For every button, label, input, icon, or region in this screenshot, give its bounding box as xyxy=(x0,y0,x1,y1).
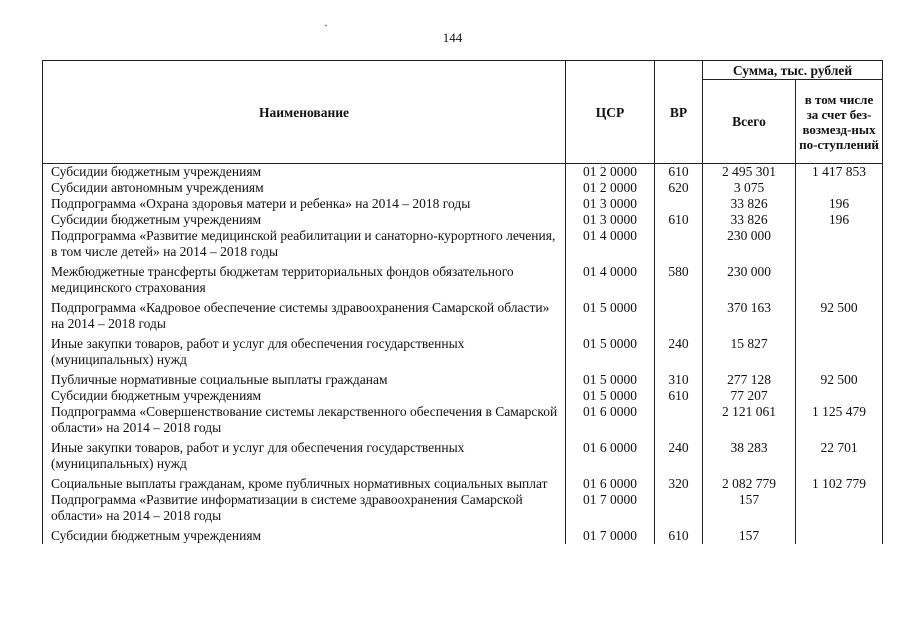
row-csr: 01 6 0000 xyxy=(566,440,655,476)
row-csr: 01 3 0000 xyxy=(566,196,655,212)
row-csr: 01 5 0000 xyxy=(566,372,655,388)
stray-mark: ` xyxy=(324,22,328,36)
row-name: Подпрограмма «Совершенствование системы лекарственного обеспечения в Самарской области» на 2014 – 2018 годы xyxy=(43,404,566,440)
row-name: Иные закупки товаров, работ и услуг для обеспечения государственных (муниципальных) нужд xyxy=(43,440,566,476)
row-csr: 01 7 0000 xyxy=(566,528,655,544)
row-incl xyxy=(796,528,883,544)
row-vr: 240 xyxy=(655,440,703,476)
row-vr xyxy=(655,228,703,264)
row-incl xyxy=(796,388,883,404)
row-name: Подпрограмма «Развитие информатизации в системе здравоохранения Самарской области» на 2014 – 2018 годы xyxy=(43,492,566,528)
row-name: Субсидии бюджетным учреждениям xyxy=(43,164,566,181)
row-incl: 1 417 853 xyxy=(796,164,883,181)
row-total: 230 000 xyxy=(703,228,796,264)
row-name: Субсидии автономным учреждениям xyxy=(43,180,566,196)
row-name: Межбюджетные трансферты бюджетам территориальных фондов обязательного медицинского страхования xyxy=(43,264,566,300)
row-vr: 580 xyxy=(655,264,703,300)
row-vr: 610 xyxy=(655,388,703,404)
row-total: 230 000 xyxy=(703,264,796,300)
row-vr xyxy=(655,300,703,336)
row-total: 157 xyxy=(703,528,796,544)
table-row xyxy=(43,212,883,228)
header-incl: в том числе за счет без-возмезд-ных по-ступлений xyxy=(796,80,883,164)
row-incl: 22 701 xyxy=(796,440,883,476)
row-name: Подпрограмма «Охрана здоровья матери и ребенка» на 2014 – 2018 годы xyxy=(43,196,566,212)
row-total: 2 495 301 xyxy=(703,164,796,181)
table-row xyxy=(43,372,883,388)
row-csr: 01 3 0000 xyxy=(566,212,655,228)
row-incl: 1 125 479 xyxy=(796,404,883,440)
row-total: 38 283 xyxy=(703,440,796,476)
table-row xyxy=(43,300,883,336)
row-name: Иные закупки товаров, работ и услуг для обеспечения государственных (муниципальных) нужд xyxy=(43,336,566,372)
row-incl: 196 xyxy=(796,212,883,228)
row-vr: 320 xyxy=(655,476,703,492)
row-name: Субсидии бюджетным учреждениям xyxy=(43,212,566,228)
row-csr: 01 2 0000 xyxy=(566,164,655,181)
row-csr: 01 5 0000 xyxy=(566,300,655,336)
row-name: Социальные выплаты гражданам, кроме публичных нормативных социальных выплат xyxy=(43,476,566,492)
table-row xyxy=(43,388,883,404)
row-csr: 01 7 0000 xyxy=(566,492,655,528)
row-total: 370 163 xyxy=(703,300,796,336)
row-total: 77 207 xyxy=(703,388,796,404)
row-vr: 620 xyxy=(655,180,703,196)
row-vr: 610 xyxy=(655,212,703,228)
table-row xyxy=(43,264,883,300)
row-vr: 310 xyxy=(655,372,703,388)
header-sum: Сумма, тыс. рублей xyxy=(703,61,883,80)
row-name: Субсидии бюджетным учреждениям xyxy=(43,528,566,544)
header-name: Наименование xyxy=(43,61,566,164)
row-incl xyxy=(796,228,883,264)
row-incl: 92 500 xyxy=(796,372,883,388)
row-total: 157 xyxy=(703,492,796,528)
table-row xyxy=(43,228,883,264)
page-number: 144 xyxy=(442,30,463,45)
row-name: Публичные нормативные социальные выплаты гражданам xyxy=(43,372,566,388)
row-total: 2 082 779 xyxy=(703,476,796,492)
row-csr: 01 6 0000 xyxy=(566,476,655,492)
row-vr: 240 xyxy=(655,336,703,372)
header-total: Всего xyxy=(703,80,796,164)
table-row xyxy=(43,492,883,528)
row-csr: 01 4 0000 xyxy=(566,264,655,300)
row-name: Подпрограмма «Развитие медицинской реабилитации и санаторно-курортного лечения, в том числе детей» на 2014 – 2018 годы xyxy=(43,228,566,264)
row-vr: 610 xyxy=(655,528,703,544)
row-vr xyxy=(655,196,703,212)
row-total: 277 128 xyxy=(703,372,796,388)
row-incl xyxy=(796,492,883,528)
row-incl: 92 500 xyxy=(796,300,883,336)
row-incl: 196 xyxy=(796,196,883,212)
row-incl xyxy=(796,180,883,196)
row-csr: 01 2 0000 xyxy=(566,180,655,196)
row-vr xyxy=(655,492,703,528)
table-body xyxy=(43,164,883,545)
row-name: Подпрограмма «Кадровое обеспечение системы здравоохранения Самарской области» на 2014 – 2018 годы xyxy=(43,300,566,336)
row-csr: 01 6 0000 xyxy=(566,404,655,440)
row-total: 2 121 061 xyxy=(703,404,796,440)
table-row xyxy=(43,164,883,181)
row-total: 33 826 xyxy=(703,212,796,228)
row-incl xyxy=(796,264,883,300)
table-row xyxy=(43,180,883,196)
row-vr: 610 xyxy=(655,164,703,181)
table-row xyxy=(43,404,883,440)
row-total: 3 075 xyxy=(703,180,796,196)
table-row xyxy=(43,336,883,372)
row-csr: 01 4 0000 xyxy=(566,228,655,264)
table-row xyxy=(43,440,883,476)
row-total: 15 827 xyxy=(703,336,796,372)
row-vr xyxy=(655,404,703,440)
header-vr: ВР xyxy=(655,61,703,164)
row-incl: 1 102 779 xyxy=(796,476,883,492)
row-name: Субсидии бюджетным учреждениям xyxy=(43,388,566,404)
row-incl xyxy=(796,336,883,372)
table-row xyxy=(43,528,883,544)
header-csr: ЦСР xyxy=(566,61,655,164)
table-row xyxy=(43,476,883,492)
row-csr: 01 5 0000 xyxy=(566,336,655,372)
row-total: 33 826 xyxy=(703,196,796,212)
row-csr: 01 5 0000 xyxy=(566,388,655,404)
budget-table xyxy=(42,60,883,544)
table-row xyxy=(43,196,883,212)
